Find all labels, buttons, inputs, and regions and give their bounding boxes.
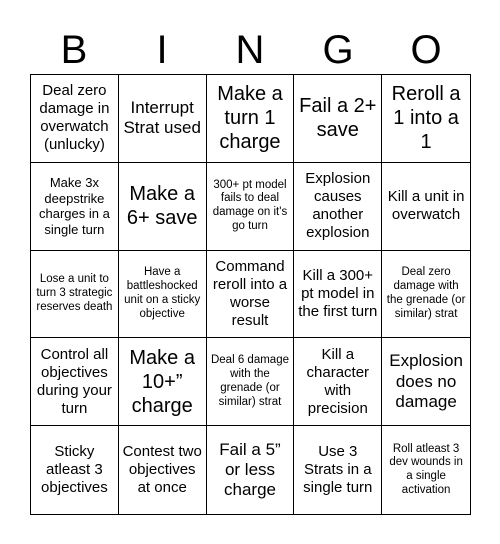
cell-text: Make 3x deepstrike charges in a single turn [38, 175, 110, 237]
bingo-cell[interactable] [382, 426, 470, 514]
bingo-cell[interactable] [294, 338, 382, 426]
cell-text: Have a battleshocked unit on a sticky objective [124, 266, 201, 320]
header-letter-g: G [322, 28, 354, 72]
bingo-cell[interactable] [119, 338, 207, 426]
bingo-cell[interactable] [294, 426, 382, 514]
bingo-cell[interactable] [31, 338, 119, 426]
bingo-cell[interactable] [207, 163, 295, 251]
header-letter-o: O [410, 28, 442, 72]
cell-text: Kill a character with precision [306, 345, 370, 417]
cell-text: Deal zero damage with the grenade (or similar) strat [386, 266, 466, 320]
bingo-cell[interactable] [382, 163, 470, 251]
bingo-cell[interactable] [119, 251, 207, 339]
cell-text: 300+ pt model fails to deal damage on it's go turn [212, 178, 288, 232]
bingo-cell[interactable] [382, 338, 470, 426]
cell-text: Command reroll into a worse result [212, 257, 288, 329]
bingo-cell[interactable] [207, 338, 295, 426]
cell-text: Contest two objectives at once [122, 443, 202, 497]
cell-text: Lose a unit to turn 3 strategic reserves death [36, 273, 113, 313]
header-letter-n: N [235, 28, 265, 72]
header-letter-b: B [60, 28, 88, 72]
cell-text: Fail a 2+ save [299, 95, 377, 142]
bingo-cell[interactable] [294, 75, 382, 163]
cell-text: Roll atleast 3 dev wounds in a single activation [389, 442, 463, 496]
cell-text: Explosion does no damage [389, 351, 463, 411]
cell-text: Make a 6+ save [126, 183, 198, 230]
bingo-cell[interactable] [382, 75, 470, 163]
bingo-cell[interactable] [207, 75, 295, 163]
bingo-cell[interactable] [31, 426, 119, 514]
bingo-cell[interactable] [294, 163, 382, 251]
cell-text: Sticky atleast 3 objectives [41, 443, 108, 497]
bingo-cell[interactable] [119, 75, 207, 163]
cell-text: Reroll a 1 into a 1 [391, 83, 461, 154]
bingo-board [30, 74, 471, 515]
cell-text: Control all objectives during your turn [36, 345, 112, 417]
cell-text: Fail a 5” or less charge [219, 439, 281, 500]
bingo-header [30, 26, 470, 74]
bingo-cell[interactable] [31, 75, 119, 163]
cell-text: Kill a unit in overwatch [387, 188, 465, 224]
cell-text: Make a 10+” charge [129, 346, 195, 417]
bingo-cell[interactable] [31, 251, 119, 339]
cell-text: Interrupt Strat used [123, 98, 201, 138]
bingo-cell[interactable] [207, 251, 295, 339]
bingo-cell[interactable] [119, 426, 207, 514]
bingo-cell[interactable] [119, 163, 207, 251]
cell-text: Kill a 300+ pt model in the first turn [298, 266, 378, 320]
bingo-cell[interactable] [31, 163, 119, 251]
bingo-cell[interactable] [382, 251, 470, 339]
cell-text: Use 3 Strats in a single turn [303, 443, 373, 497]
bingo-cell[interactable] [207, 426, 295, 514]
header-letter-i: I [156, 28, 168, 72]
bingo-cell[interactable] [294, 251, 382, 339]
cell-text: Deal zero damage in overwatch (unlucky) [39, 82, 110, 154]
cell-text: Deal 6 damage with the grenade (or similar) strat [210, 354, 289, 408]
cell-text: Make a turn 1 charge [217, 83, 283, 154]
cell-text: Explosion causes another explosion [305, 170, 371, 242]
